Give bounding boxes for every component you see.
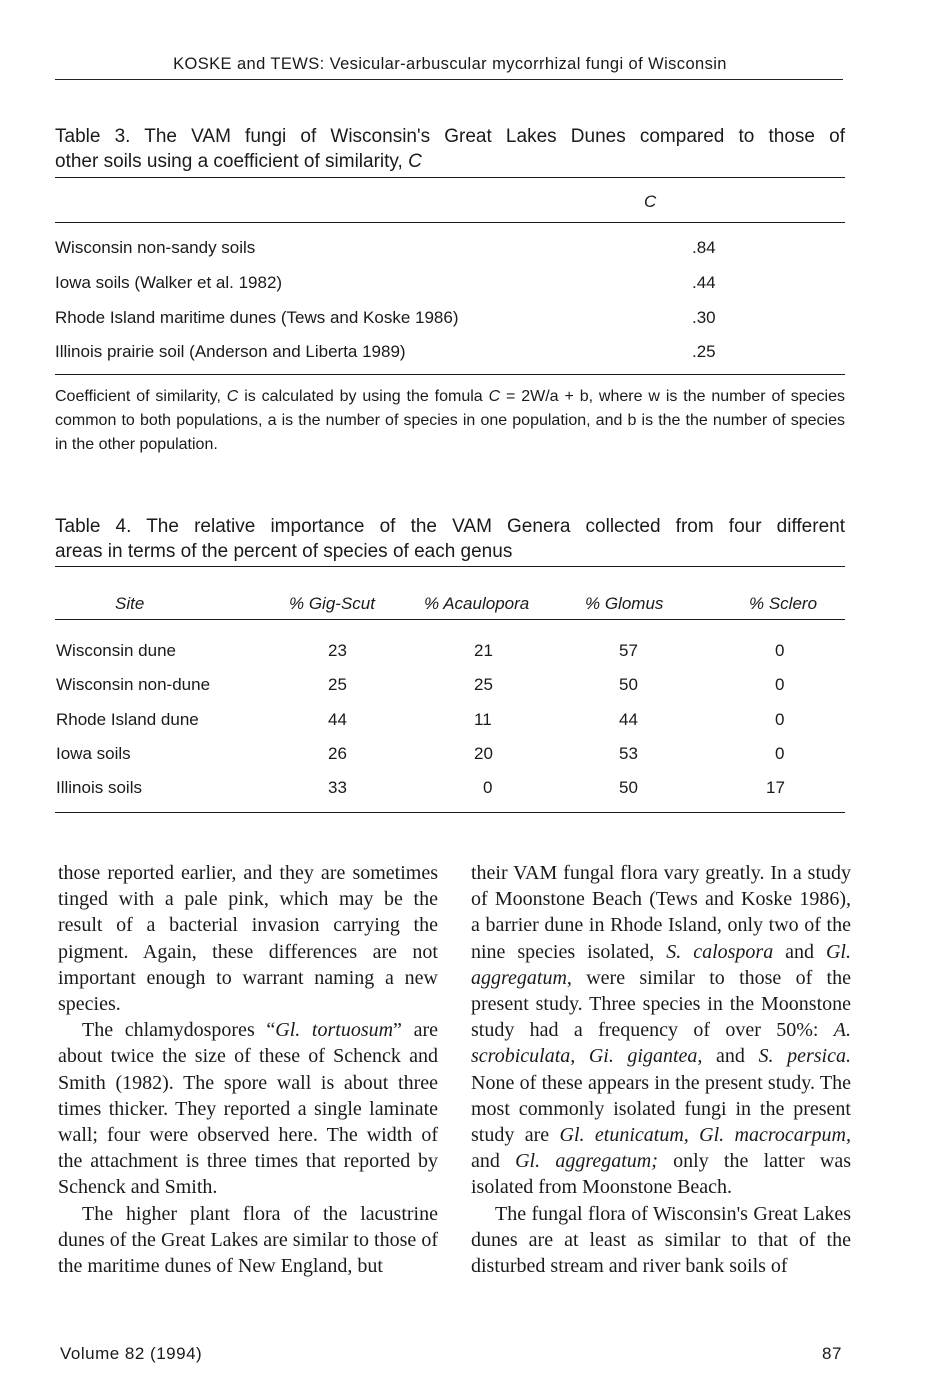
table4-cell-site: Wisconsin non-dune: [56, 675, 211, 694]
table4-header-rule: [55, 619, 845, 620]
table4-top-rule: [55, 566, 845, 567]
table4-cell-gig-scut: 23: [328, 641, 347, 660]
table3-row: [55, 342, 845, 366]
body-text: The chlamydospores “: [82, 1019, 276, 1042]
body-text: only the latter was isolated from Moonstone Beach.: [471, 1150, 851, 1199]
body-text: and: [702, 1045, 759, 1068]
species-name: Gl. aggregatum: [471, 940, 851, 989]
table3-note-rest: = 2W/a + b, where w is the number of species common to both populations, a is the number of species in one population, and b is the the number of species in the other population.: [55, 388, 846, 453]
table3-row-value: .84: [692, 238, 716, 257]
table4-cell-acaulopora: 20: [474, 744, 493, 763]
table3-caption-line2: [55, 149, 845, 174]
table4-cell-site: Rhode Island dune: [56, 710, 199, 729]
table4-caption-line1: Table 4. The relative importance of the VAM Genera collected from four different: [55, 516, 845, 537]
table4-cell-acaulopora: 25: [474, 675, 493, 694]
table3-note-formula-symbol: C: [488, 388, 501, 405]
table4-cell-gig-scut: 26: [328, 744, 347, 763]
table4-header-gig-scut: % Gig-Scut: [289, 594, 375, 613]
body-paragraph: The higher plant flora of the lacustrine dunes of the Great Lakes are similar to those of the maritime dunes of New England, but: [58, 1202, 438, 1278]
species-name: Gl. etunicatum, Gl. macrocarpum,: [559, 1124, 851, 1147]
table4-caption-line2: areas in terms of the percent of species of each genus: [55, 541, 513, 562]
body-text: ” are about twice the size of these of Schenck and Smith (1982). The spore wall is about three times thicker. They reported a single laminate wall; four were observed here. The width of the attachment is three times that reported by Schenck and Smith.: [58, 1019, 438, 1199]
table3-row: [55, 238, 845, 262]
table3-row-label: Illinois prairie soil (Anderson and Liberta 1989): [55, 342, 406, 361]
table4-header-glomus: % Glomus: [585, 594, 664, 613]
body-text: and: [773, 940, 826, 963]
body-paragraph: The fungal flora of Wisconsin's Great Lakes dunes are at least as similar to that of the disturbed stream and river bank soils of: [471, 1202, 851, 1278]
body-text: None of these appears in the present study. The most commonly isolated fungi in the present study are: [471, 1071, 851, 1147]
table4-cell-glomus: 57: [619, 641, 638, 660]
running-head: KOSKE and TEWS: Vesicular-arbuscular mycorrhizal fungi of Wisconsin: [173, 55, 727, 73]
table3-row: [55, 273, 845, 297]
table4-cell-site: Iowa soils: [56, 744, 131, 763]
table3-row-value: .30: [692, 308, 716, 327]
table4-cell-gig-scut: 33: [328, 778, 347, 797]
table4-cell-sclero: 0: [775, 641, 785, 660]
table4-cell-gig-scut: 44: [328, 710, 347, 729]
body-text: , were similar to those of the present study. Three species in the Moonstone study had a frequency of over 50%:: [471, 966, 851, 1042]
table3-caption-line1: Table 3. The VAM fungi of Wisconsin's Great Lakes Dunes compared to those of: [55, 126, 845, 147]
body-paragraph: [58, 1017, 438, 1200]
page-number: 87: [822, 1344, 842, 1363]
species-name: S. calospora: [666, 940, 774, 963]
table4-cell-site: Illinois soils: [56, 778, 142, 797]
table3-row-label: Wisconsin non-sandy soils: [55, 238, 256, 257]
body-text: their VAM fungal flora vary greatly. In a study of Moonstone Beach (Tews and Koske 1986), a barrier dune in Rhode Island, only two of the nine species isolated,: [471, 862, 851, 963]
table3-note-symbol: C: [226, 388, 239, 405]
table3-top-rule: [55, 177, 845, 178]
body-left-column: [58, 860, 438, 1279]
table3-header-rule: [55, 222, 845, 223]
species-name: Gl. tortuosum: [275, 1019, 394, 1042]
table3-row-label: Rhode Island maritime dunes (Tews and Koske 1986): [55, 308, 459, 327]
table3-caption-line2-text: other soils using a coefficient of similarity,: [55, 151, 409, 172]
table4-cell-glomus: 50: [619, 675, 638, 694]
table4-cell-glomus: 44: [619, 710, 638, 729]
table4-cell-sclero: 17: [766, 778, 785, 797]
body-text: and: [471, 1150, 516, 1173]
header-rule: [55, 79, 843, 80]
table4-header-acaulopora: % Acaulopora: [424, 594, 530, 613]
species-name: Gl. aggregatum;: [515, 1150, 658, 1173]
table3-note-prefix: Coefficient of similarity,: [55, 388, 227, 405]
table4-cell-glomus: 50: [619, 778, 638, 797]
table3-column-header: C: [644, 192, 657, 211]
table4-cell-glomus: 53: [619, 744, 638, 763]
table4-cell-sclero: 0: [775, 675, 785, 694]
body-right-column: [471, 860, 851, 1279]
table3-caption-symbol: C: [408, 151, 422, 172]
table3-bottom-rule: [55, 374, 845, 375]
table3-row-label: Iowa soils (Walker et al. 1982): [55, 273, 283, 292]
table4-cell-acaulopora: 0: [483, 778, 493, 797]
table4-header-site: Site: [115, 594, 145, 613]
species-name: S. persica.: [758, 1045, 851, 1068]
table3-footnote: [55, 385, 845, 457]
table4-cell-sclero: 0: [775, 710, 785, 729]
table3-caption: [55, 124, 845, 174]
table3-row-value: .44: [692, 273, 716, 292]
table4-bottom-rule: [55, 812, 845, 813]
table3-row-value: .25: [692, 342, 716, 361]
table4-cell-acaulopora: 21: [474, 641, 493, 660]
table4-cell-sclero: 0: [775, 744, 785, 763]
footer-volume: Volume 82 (1994): [60, 1344, 203, 1363]
table4-cell-acaulopora: 11: [474, 710, 492, 729]
table4-caption: [55, 514, 845, 564]
body-paragraph: [471, 860, 851, 1201]
table3-row: [55, 308, 845, 332]
table3-note-mid: is calculated by using the fomula: [238, 388, 489, 405]
species-name: A. scrobiculata, Gi. gigantea,: [471, 1019, 851, 1068]
table4-cell-gig-scut: 25: [328, 675, 347, 694]
table4-cell-site: Wisconsin dune: [56, 641, 177, 660]
body-paragraph: those reported earlier, and they are sometimes tinged with a pale pink, which may be the result of a bacterial invasion carrying the pigment. Again, these differences are not important enough to warrant naming a new species.: [58, 862, 438, 1016]
table4-header-sclero: % Sclero: [749, 594, 818, 613]
